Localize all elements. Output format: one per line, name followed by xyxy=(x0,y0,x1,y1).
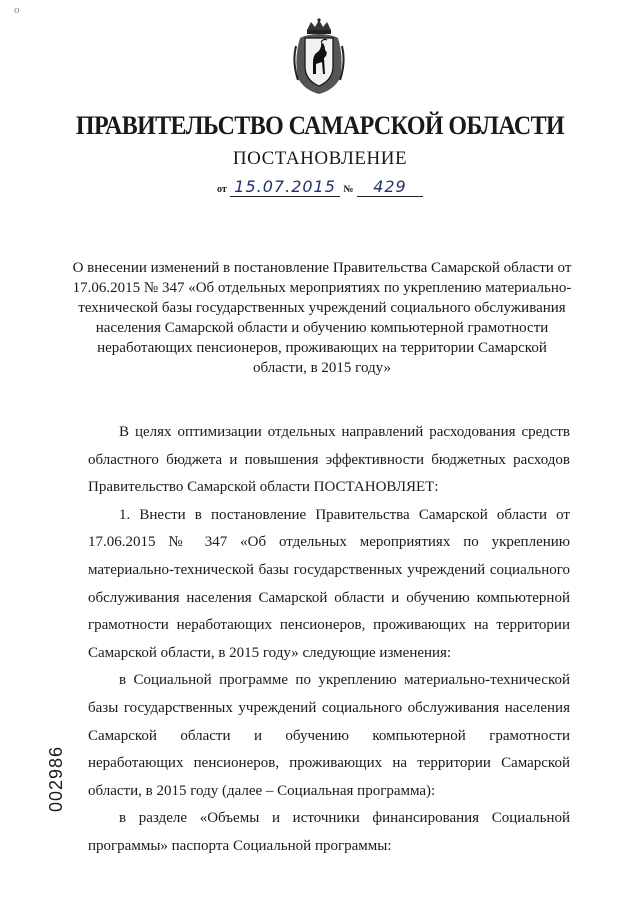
handwritten-number: 429 xyxy=(357,178,423,197)
coat-of-arms-icon xyxy=(292,18,346,96)
handwritten-date: 15.07.2015 xyxy=(230,178,340,197)
corner-mark: o xyxy=(14,4,20,16)
date-prefix: от xyxy=(217,184,227,195)
body-paragraph: В целях оптимизации отдельных направлений расходования средств областного бюджета и повышения эффективности бюджетных расходов Правительство Самарской области ПОСТАНОВЛЯЕТ: xyxy=(88,424,570,496)
body-paragraph: 1. Внести в постановление Правительства Самарской области от 17.06.2015 № 347 «Об отдельных мероприятиях по укреплению материально-технической базы государственных учреждений социального обслуживания населения Самарской области и обучению компьютерной грамотности неработающих пенсионеров, проживающих на территории Самарской области, в 2015 году» следующие изменения: xyxy=(88,506,570,661)
body-paragraph: в разделе «Объемы и источники финансирования Социальной программы» паспорта Социальной программы: xyxy=(88,810,570,854)
document-type: ПОСТАНОВЛЕНИЕ xyxy=(232,148,408,169)
government-title: ПРАВИТЕЛЬСТВО САМАРСКОЙ ОБЛАСТИ xyxy=(75,111,565,140)
document-subject: О внесении изменений в постановление Правительства Самарской области от 17.06.2015 № 347 «Об отдельных мероприятиях по укреплению материально-технической базы государственных учреждений социального обслуживания населения Самарской области и обучению компьютерной грамотности неработающих пенсионеров, проживающих на территории Самарской области, в 2015 году» xyxy=(72,260,572,376)
number-prefix: № xyxy=(343,184,354,195)
date-number-row xyxy=(0,178,640,197)
registration-number: 002986 xyxy=(46,745,66,812)
body-paragraph: в Социальной программе по укреплению материально-технической базы государственных учреждений социального обслуживания населения Самарской области и обучению компьютерной грамотности неработающих пенсионеров, проживающих на территории Самарской области, в 2015 году (далее – Социальная программа): xyxy=(88,672,570,799)
document-body xyxy=(88,419,570,861)
